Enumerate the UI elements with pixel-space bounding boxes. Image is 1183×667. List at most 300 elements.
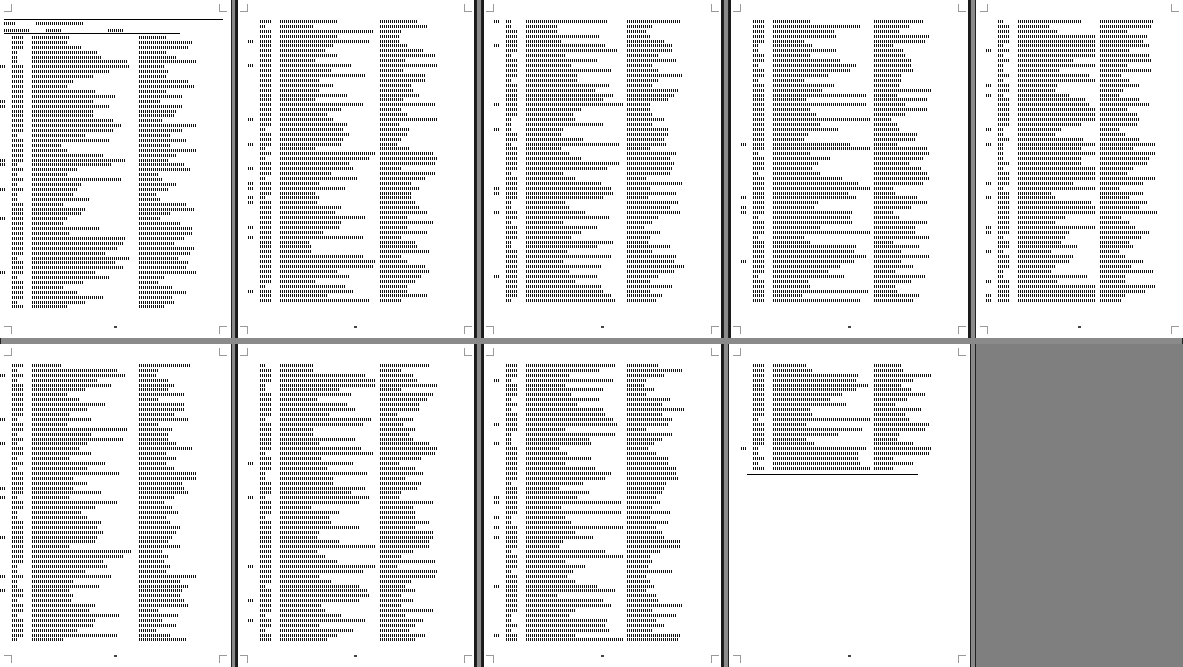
list-item xyxy=(482,438,723,441)
list-item xyxy=(236,79,476,82)
page-margin-mark xyxy=(464,655,472,663)
list-item xyxy=(482,634,723,637)
page-number xyxy=(601,655,604,657)
list-item xyxy=(482,54,723,57)
list-item xyxy=(0,638,231,641)
list-item xyxy=(0,521,231,524)
list-item xyxy=(0,418,231,421)
list-item xyxy=(976,49,1183,52)
list-item xyxy=(236,192,476,195)
list-item xyxy=(482,290,723,293)
list-item xyxy=(482,369,723,372)
list-item xyxy=(976,69,1183,72)
list-item xyxy=(482,177,723,180)
list-item xyxy=(729,172,970,175)
list-item xyxy=(482,550,723,553)
list-item xyxy=(482,599,723,602)
list-item xyxy=(729,74,970,77)
list-item xyxy=(482,236,723,239)
list-item xyxy=(482,192,723,195)
list-item xyxy=(482,565,723,568)
list-item xyxy=(729,162,970,165)
list-item xyxy=(482,123,723,126)
list-item xyxy=(482,84,723,87)
list-item xyxy=(976,54,1183,57)
list-item xyxy=(482,152,723,155)
list-item xyxy=(729,54,970,57)
list-item xyxy=(976,84,1183,87)
empty-page-slot xyxy=(976,344,1183,667)
list-item xyxy=(482,423,723,426)
page-margin-mark xyxy=(486,326,494,334)
list-item xyxy=(729,438,970,441)
list-item xyxy=(0,100,231,103)
list-item xyxy=(0,560,231,563)
list-item xyxy=(236,98,476,101)
list-item xyxy=(976,265,1183,268)
list-item xyxy=(729,462,970,465)
list-item xyxy=(236,438,476,441)
list-item xyxy=(236,393,476,396)
list-item xyxy=(976,280,1183,283)
page-4[interactable] xyxy=(729,0,970,338)
list-item xyxy=(976,157,1183,160)
list-item xyxy=(976,275,1183,278)
list-item xyxy=(482,491,723,494)
list-item xyxy=(236,379,476,382)
list-item xyxy=(976,201,1183,204)
page-8[interactable] xyxy=(482,344,723,667)
list-item xyxy=(482,501,723,504)
list-item xyxy=(0,208,231,211)
list-item xyxy=(0,257,231,260)
list-item xyxy=(482,20,723,23)
list-item xyxy=(236,585,476,588)
list-item xyxy=(236,536,476,539)
list-item xyxy=(0,398,231,401)
page-margin-mark xyxy=(958,4,966,12)
page-margin-mark xyxy=(4,655,12,663)
list-item xyxy=(482,442,723,445)
list-item xyxy=(976,192,1183,195)
list-item xyxy=(729,113,970,116)
list-item xyxy=(482,536,723,539)
list-item xyxy=(236,545,476,548)
list-item xyxy=(0,163,231,166)
list-item xyxy=(0,46,231,49)
list-item xyxy=(236,162,476,165)
list-item xyxy=(729,245,970,248)
list-item xyxy=(482,108,723,111)
page-margin-mark xyxy=(464,348,472,356)
list-item xyxy=(976,231,1183,234)
list-item xyxy=(236,221,476,224)
list-item xyxy=(482,413,723,416)
page-5[interactable] xyxy=(976,0,1183,338)
list-item xyxy=(236,260,476,263)
list-item xyxy=(482,260,723,263)
list-item xyxy=(729,294,970,297)
list-item xyxy=(482,157,723,160)
list-item xyxy=(482,44,723,47)
list-item xyxy=(236,398,476,401)
list-item xyxy=(0,227,231,230)
list-item xyxy=(482,580,723,583)
list-item xyxy=(482,540,723,543)
list-item xyxy=(976,187,1183,190)
list-item xyxy=(0,457,231,460)
list-item xyxy=(236,638,476,641)
list-item xyxy=(236,580,476,583)
list-item xyxy=(976,226,1183,229)
page-margin-mark xyxy=(486,655,494,663)
list-item xyxy=(976,89,1183,92)
list-item xyxy=(482,604,723,607)
list-item xyxy=(729,442,970,445)
page-6[interactable] xyxy=(0,344,231,667)
list-item xyxy=(236,511,476,514)
list-item xyxy=(0,222,231,225)
page-margin-mark xyxy=(958,655,966,663)
list-item xyxy=(236,201,476,204)
list-item xyxy=(0,545,231,548)
page-gap xyxy=(231,344,236,667)
list-item xyxy=(482,103,723,106)
list-item xyxy=(729,398,970,401)
list-item xyxy=(236,84,476,87)
list-item xyxy=(729,206,970,209)
list-item xyxy=(0,232,231,235)
list-item xyxy=(729,69,970,72)
list-item xyxy=(729,250,970,253)
list-item xyxy=(482,294,723,297)
list-item xyxy=(0,168,231,171)
list-item xyxy=(729,255,970,258)
list-item xyxy=(729,428,970,431)
list-item xyxy=(236,270,476,273)
page-margin-mark xyxy=(711,326,719,334)
list-item xyxy=(482,133,723,136)
list-item xyxy=(482,94,723,97)
list-item xyxy=(729,393,970,396)
list-item xyxy=(482,467,723,470)
list-item xyxy=(236,565,476,568)
list-item xyxy=(729,182,970,185)
page-number xyxy=(1078,326,1081,328)
list-item xyxy=(0,56,231,59)
list-item xyxy=(482,487,723,490)
list-item xyxy=(976,59,1183,62)
list-item xyxy=(482,221,723,224)
page-margin-mark xyxy=(958,348,966,356)
list-item xyxy=(236,501,476,504)
list-item xyxy=(0,247,231,250)
list-item xyxy=(236,152,476,155)
page-number xyxy=(848,326,851,328)
list-item xyxy=(729,413,970,416)
list-item xyxy=(482,280,723,283)
list-item xyxy=(482,575,723,578)
list-item xyxy=(976,285,1183,288)
list-item xyxy=(482,40,723,43)
list-item xyxy=(0,154,231,157)
page-gap xyxy=(723,344,729,667)
list-item xyxy=(482,472,723,475)
page-margin-mark xyxy=(219,348,227,356)
list-item xyxy=(0,41,231,44)
page-margin-mark xyxy=(733,4,741,12)
list-item xyxy=(729,64,970,67)
list-item xyxy=(482,374,723,377)
list-item xyxy=(482,216,723,219)
list-item xyxy=(0,134,231,137)
list-item xyxy=(482,516,723,519)
list-item xyxy=(0,149,231,152)
list-item xyxy=(729,84,970,87)
list-item xyxy=(0,203,231,206)
list-item xyxy=(0,212,231,215)
list-item xyxy=(482,364,723,367)
list-item xyxy=(482,531,723,534)
list-item xyxy=(482,511,723,514)
list-item xyxy=(976,128,1183,131)
list-item xyxy=(0,85,231,88)
list-item xyxy=(729,216,970,219)
list-item xyxy=(729,211,970,214)
list-item xyxy=(976,290,1183,293)
list-item xyxy=(482,98,723,101)
list-item xyxy=(236,25,476,28)
header-rule xyxy=(4,19,223,20)
list-item xyxy=(729,152,970,155)
page-margin-mark xyxy=(1171,4,1179,12)
list-item xyxy=(482,64,723,67)
list-item xyxy=(482,255,723,258)
list-item xyxy=(236,113,476,116)
list-item xyxy=(236,526,476,529)
list-item xyxy=(976,241,1183,244)
list-item xyxy=(482,496,723,499)
list-item xyxy=(976,35,1183,38)
list-item xyxy=(0,565,231,568)
list-item xyxy=(0,609,231,612)
list-item xyxy=(482,231,723,234)
list-item xyxy=(976,25,1183,28)
list-item xyxy=(0,477,231,480)
list-item xyxy=(482,226,723,229)
list-item xyxy=(236,413,476,416)
list-item xyxy=(976,221,1183,224)
list-item xyxy=(0,242,231,245)
list-item xyxy=(976,177,1183,180)
list-item xyxy=(976,196,1183,199)
list-item xyxy=(482,462,723,465)
list-item xyxy=(0,585,231,588)
list-item xyxy=(0,487,231,490)
list-item xyxy=(0,159,231,162)
list-item xyxy=(482,241,723,244)
page-7[interactable] xyxy=(236,344,476,667)
list-item xyxy=(729,285,970,288)
list-item xyxy=(482,506,723,509)
list-item xyxy=(0,188,231,191)
list-item xyxy=(236,423,476,426)
list-item xyxy=(729,35,970,38)
list-item xyxy=(236,64,476,67)
list-item xyxy=(236,521,476,524)
list-item xyxy=(729,49,970,52)
list-item xyxy=(729,241,970,244)
list-item xyxy=(0,217,231,220)
list-item xyxy=(236,570,476,573)
list-item xyxy=(236,550,476,553)
list-item xyxy=(482,49,723,52)
list-item xyxy=(0,496,231,499)
list-item xyxy=(0,374,231,377)
list-item xyxy=(482,418,723,421)
list-item xyxy=(729,364,970,367)
list-item xyxy=(236,624,476,627)
list-item xyxy=(0,526,231,529)
list-item xyxy=(236,167,476,170)
list-item xyxy=(0,51,231,54)
list-item xyxy=(482,447,723,450)
list-item xyxy=(482,118,723,121)
page-margin-mark xyxy=(240,348,248,356)
list-item xyxy=(236,467,476,470)
list-item xyxy=(976,260,1183,263)
list-item xyxy=(482,172,723,175)
list-item xyxy=(976,113,1183,116)
list-item xyxy=(976,79,1183,82)
table-end-rule xyxy=(747,474,918,475)
list-item xyxy=(236,299,476,302)
list-item xyxy=(482,398,723,401)
list-item xyxy=(0,614,231,617)
list-item xyxy=(0,408,231,411)
list-item xyxy=(482,196,723,199)
list-item xyxy=(0,364,231,367)
list-item xyxy=(729,157,970,160)
list-item xyxy=(0,506,231,509)
list-item xyxy=(482,624,723,627)
list-item xyxy=(236,226,476,229)
page-margin-mark xyxy=(219,326,227,334)
list-item xyxy=(236,408,476,411)
list-item xyxy=(0,428,231,431)
list-item xyxy=(482,482,723,485)
list-item xyxy=(236,250,476,253)
page-1[interactable] xyxy=(0,0,231,338)
list-item xyxy=(236,604,476,607)
list-item xyxy=(729,447,970,450)
list-item xyxy=(976,167,1183,170)
list-item xyxy=(482,299,723,302)
list-item xyxy=(976,270,1183,273)
list-item xyxy=(236,482,476,485)
list-item xyxy=(482,147,723,150)
list-item xyxy=(0,594,231,597)
list-item xyxy=(976,245,1183,248)
list-item xyxy=(236,364,476,367)
list-item xyxy=(976,255,1183,258)
page-9[interactable] xyxy=(729,344,970,667)
list-item xyxy=(236,196,476,199)
list-item xyxy=(0,119,231,122)
list-item xyxy=(236,384,476,387)
list-item xyxy=(482,79,723,82)
list-item xyxy=(0,384,231,387)
list-item xyxy=(0,276,231,279)
list-item xyxy=(976,143,1183,146)
list-item xyxy=(236,285,476,288)
list-item xyxy=(729,280,970,283)
list-item xyxy=(976,108,1183,111)
list-item xyxy=(0,462,231,465)
list-item xyxy=(236,294,476,297)
list-item xyxy=(236,236,476,239)
page-margin-mark xyxy=(486,348,494,356)
list-item xyxy=(0,369,231,372)
list-item xyxy=(0,501,231,504)
list-item xyxy=(236,44,476,47)
list-item xyxy=(236,457,476,460)
list-item xyxy=(0,266,231,269)
list-item xyxy=(236,231,476,234)
list-item xyxy=(729,94,970,97)
list-item xyxy=(236,477,476,480)
list-item xyxy=(0,261,231,264)
list-item xyxy=(482,526,723,529)
list-item xyxy=(236,496,476,499)
list-item xyxy=(729,143,970,146)
list-item xyxy=(482,545,723,548)
list-item xyxy=(729,388,970,391)
list-item xyxy=(482,250,723,253)
list-item xyxy=(0,124,231,127)
list-item xyxy=(0,281,231,284)
list-item xyxy=(729,196,970,199)
list-item xyxy=(482,638,723,641)
list-item xyxy=(0,80,231,83)
list-item xyxy=(236,540,476,543)
list-item xyxy=(236,35,476,38)
list-item xyxy=(482,585,723,588)
list-item xyxy=(482,138,723,141)
list-item xyxy=(0,178,231,181)
list-item xyxy=(236,472,476,475)
list-item xyxy=(482,629,723,632)
page-gap xyxy=(0,338,1183,344)
list-item xyxy=(482,393,723,396)
page-2[interactable] xyxy=(236,0,476,338)
list-item xyxy=(729,44,970,47)
list-item xyxy=(976,98,1183,101)
page-margin-mark xyxy=(711,655,719,663)
list-item xyxy=(236,128,476,131)
page-3[interactable] xyxy=(482,0,723,338)
list-item xyxy=(236,172,476,175)
list-item xyxy=(482,30,723,33)
header-rule xyxy=(4,33,180,34)
list-item xyxy=(482,245,723,248)
list-item xyxy=(0,452,231,455)
list-item xyxy=(976,299,1183,302)
list-item xyxy=(976,20,1183,23)
list-item xyxy=(0,403,231,406)
list-item xyxy=(236,69,476,72)
list-item xyxy=(236,265,476,268)
